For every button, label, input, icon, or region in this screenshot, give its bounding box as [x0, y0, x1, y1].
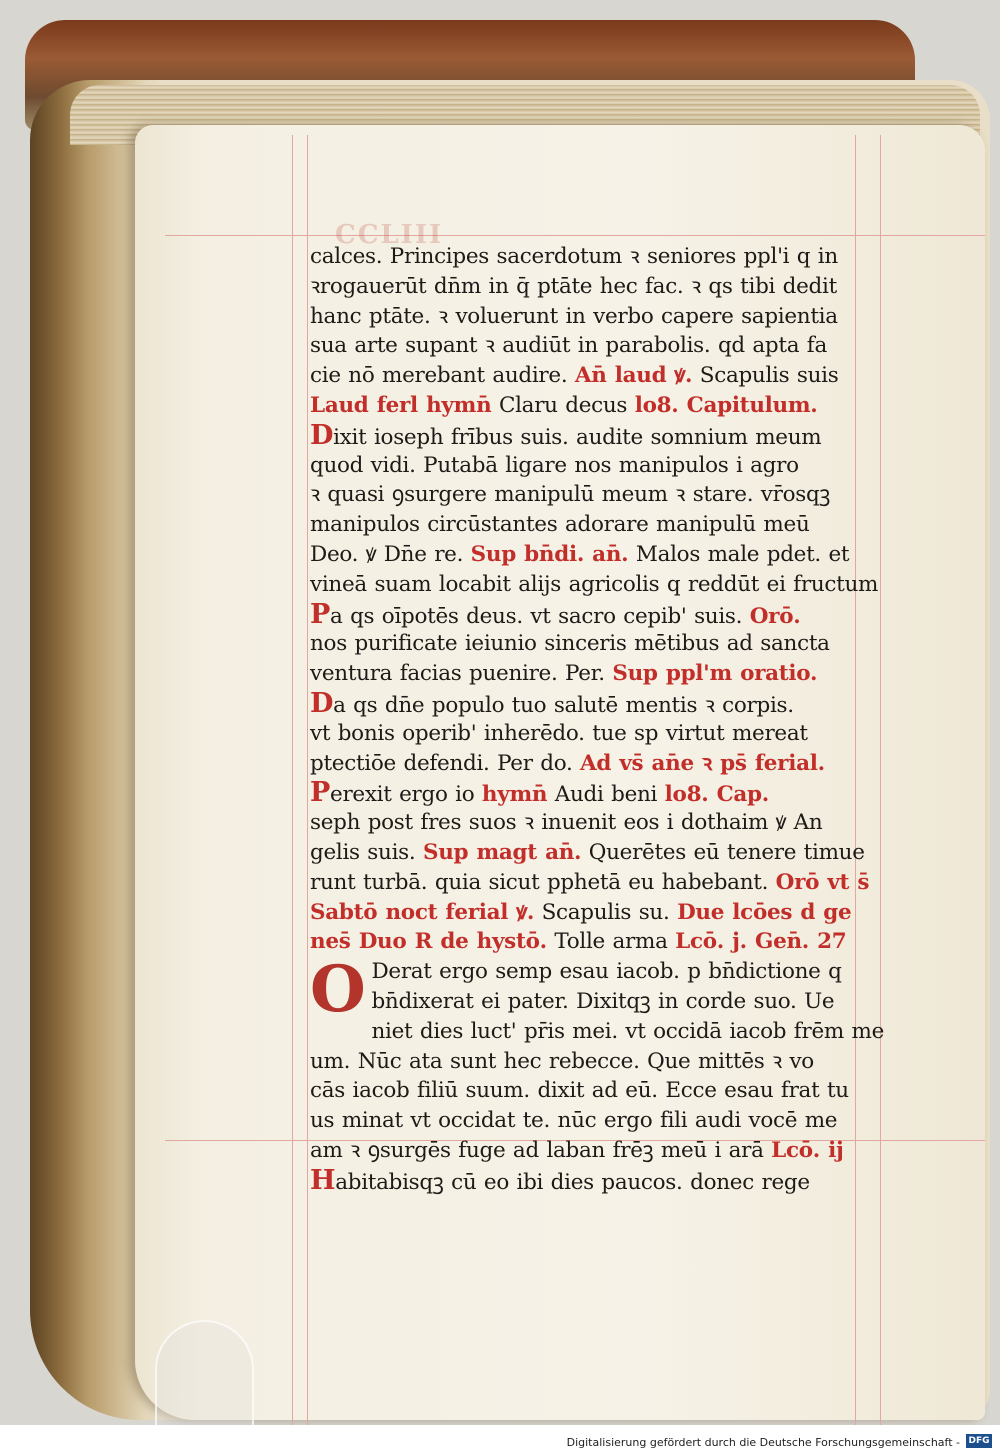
rubric-text: Lcō. j. Gen̄. 27: [675, 929, 847, 955]
body-text: Scapulis su.: [534, 899, 678, 925]
body-text: cie nō merebant audire.: [310, 363, 575, 389]
body-text: ꝛ quasi ꝯsurgere manipulū meum ꝛ stare. vr̄osqꝫ: [310, 482, 831, 508]
text-line: [310, 600, 880, 630]
body-text: am ꝛ ꝯsurgēs fuge ad laban frēꝫ meū i arā: [310, 1137, 772, 1163]
ruling-line: [292, 135, 293, 1425]
text-line: [310, 1136, 880, 1166]
credit-text: Digitalisierung gefördert durch die Deutsche Forschungsgemeinschaft -: [566, 1436, 960, 1449]
text-line: [310, 540, 880, 570]
rubric-text: Due lcōes d ge: [677, 899, 852, 925]
text-line: [310, 1076, 880, 1106]
text-line: [310, 331, 880, 361]
text-line: [310, 778, 880, 808]
text-line: [310, 272, 880, 302]
text-line: [310, 838, 880, 868]
folio-number: CCLIII: [335, 220, 444, 250]
body-text: abitabisqꝫ cū eo ibi dies paucos. donec rege: [335, 1169, 810, 1195]
rubric-text: Orō vt s̄: [775, 869, 870, 895]
rubric-text: An̄ laud ꝟ.: [574, 363, 693, 389]
rubric-text: Sup ppl'm oratio.: [612, 661, 818, 687]
body-text: ꝛrogauerūt dn̄m in q̄ ptāte hec fac. ꝛ qs tibi dedit: [310, 273, 837, 299]
text-line: [310, 808, 880, 838]
rubric-text: Sabtō noct ferial ꝟ.: [310, 899, 535, 925]
body-text: ptectiōe defendi. Per do.: [310, 750, 581, 776]
text-line: [310, 451, 880, 481]
rubric-text: Sup bn̄di. an̄.: [470, 541, 629, 567]
body-text: hanc ptāte. ꝛ voluerunt in verbo capere sapientia: [310, 303, 838, 329]
body-text: bn̄dixerat ei pater. Dixitqꝫ in corde suo. Ue: [371, 988, 835, 1014]
rubric-text: Ad vs̄ an̄e ꝛ ps̄ ferial.: [580, 750, 825, 776]
text-line: [310, 242, 880, 272]
body-text: runt turbā. quia sicut pphetā eu habebant.: [310, 869, 776, 895]
rubric-text: hymn̄: [481, 782, 548, 808]
ruling-line: [165, 235, 985, 236]
body-text: gelis suis.: [310, 839, 423, 865]
text-line: [310, 1106, 880, 1136]
body-text: Derat ergo semp esau iacob. p bn̄dictione q: [371, 959, 842, 985]
rubricated-initial: D: [310, 687, 334, 719]
rubric-text: Laud ferl hymn̄: [310, 392, 492, 418]
body-text: a qs dn̄e populo tuo salutē mentis ꝛ corpis.: [333, 692, 794, 718]
text-line: [310, 987, 880, 1017]
text-line: [310, 391, 880, 421]
rubricated-initial: H: [310, 1164, 336, 1196]
text-line: [310, 719, 880, 749]
body-text: Malos male pdet. et: [628, 541, 850, 567]
body-text: erexit ergo io: [330, 782, 482, 808]
body-text: manipulos circūstantes adorare manipulū meū: [310, 512, 810, 538]
text-line: [310, 421, 880, 451]
rubricated-initial: P: [310, 777, 331, 809]
body-text: Claru decus: [491, 392, 635, 418]
text-column: [310, 242, 885, 1196]
text-line: [310, 898, 880, 928]
text-line: [310, 570, 880, 600]
body-text: niet dies luct' pr̄is mei. vt occidā iacob frēm me: [371, 1018, 885, 1044]
body-text: vt bonis operib' inherēdo. tue sp virtut mereat: [310, 720, 808, 746]
rubric-text: nes̄ Duo R de hystō.: [310, 929, 547, 955]
rubric-text: lo8. Cap.: [664, 782, 769, 808]
body-text: Deo. ꝟ Dn̄e re.: [310, 541, 471, 567]
ruling-line: [880, 135, 881, 1425]
body-text: um. Nūc ata sunt hec rebecce. Que mittēs ꝛ vo: [310, 1048, 814, 1074]
body-text: calces. Principes sacerdotum ꝛ seniores ppl'i q in: [310, 244, 838, 269]
body-text: Scapulis suis: [692, 363, 839, 389]
body-text: ixit ioseph frībus suis. audite somnium meum: [333, 424, 822, 450]
text-line: [310, 1047, 880, 1077]
text-line: [310, 361, 880, 391]
text-line: [310, 510, 880, 540]
text-line: [310, 629, 880, 659]
rubric-text: Orō.: [749, 603, 801, 629]
text-line: [310, 749, 880, 779]
body-text: cās iacob filiū suum. dixit ad eū. Ecce esau frat tu: [310, 1078, 849, 1104]
dfg-logo: DFG: [966, 1434, 992, 1448]
body-text: Audi beni: [547, 782, 665, 808]
body-text: us minat vt occidat te. nūc ergo fili audi vocē me: [310, 1108, 838, 1134]
body-text: Tolle arma: [546, 929, 676, 955]
text-line: [310, 689, 880, 719]
body-text: a qs oīpotēs deus. vt sacro cepib' suis.: [330, 603, 750, 629]
body-text: nos purificate ieiunio sinceris mētibus ad sancta: [310, 631, 830, 657]
text-line: [310, 927, 880, 957]
thumb-holder: [155, 1320, 254, 1425]
text-line: [310, 480, 880, 510]
body-text: quod vidi. Putabā ligare nos manipulos i agro: [310, 452, 799, 478]
ruling-line: [307, 135, 308, 1425]
text-line: [310, 659, 880, 689]
rubric-text: lo8. Capitulum.: [634, 392, 818, 418]
body-text: Querētes eū tenere timue: [581, 839, 865, 865]
body-text: vineā suam locabit alijs agricolis q reddūt ei fructum: [310, 571, 879, 597]
rubric-text: Lcō. ij: [771, 1137, 844, 1163]
text-line: [310, 1017, 885, 1047]
text-line: [310, 1166, 880, 1196]
rubricated-initial: P: [310, 598, 331, 630]
body-text: seph post fres suos ꝛ inuenit eos i dothaim ꝟ An: [310, 810, 823, 836]
decorated-initial: O: [310, 952, 366, 1028]
body-text: ventura facias puenire. Per.: [310, 661, 613, 687]
text-line: [310, 868, 880, 898]
rubricated-initial: D: [310, 419, 334, 451]
body-text: sua arte supant ꝛ audiūt in parabolis. qd apta fa: [310, 333, 827, 359]
text-line: [310, 302, 880, 332]
rubric-text: Sup magt an̄.: [422, 839, 582, 865]
